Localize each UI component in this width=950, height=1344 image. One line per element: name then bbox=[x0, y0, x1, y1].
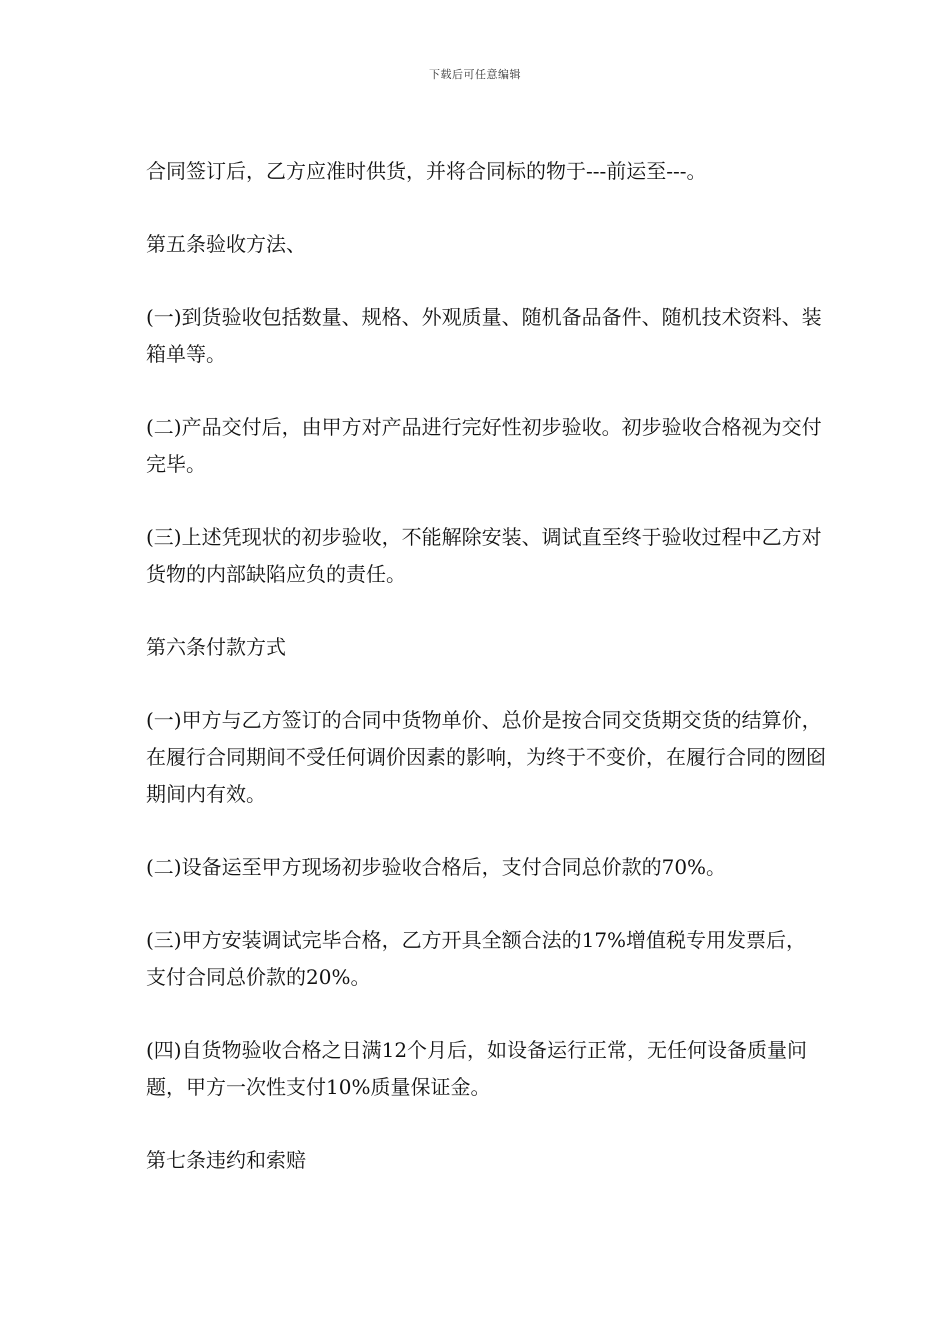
paragraph-payment-3: (三)甲方安装调试完毕合格，乙方开具全额合法的17%增值税专用发票后，支付合同总价款的20%。 bbox=[146, 928, 807, 989]
paragraph-payment-4: (四)自货物验收合格之日满12个月后，如设备运行正常，无任何设备质量问题，甲方一次性支付10%质量保证金。 bbox=[146, 1038, 808, 1099]
paragraph-payment-1: (一)甲方与乙方签订的合同中货物单价、总价是按合同交货期交货的结算价，在履行合同期间不受任何调价因素的影响，为终于不变价，在履行合同的囫囵期间内有效。 bbox=[146, 708, 826, 806]
heading-article-6: 第六条付款方式 bbox=[146, 635, 286, 659]
heading-article-5: 第五条验收方法、 bbox=[146, 232, 306, 256]
paragraph-delivery: 合同签订后，乙方应准时供货，并将合同标的物于---前运至---。 bbox=[146, 159, 707, 183]
paragraph-payment-2: (二)设备运至甲方现场初步验收合格后，支付合同总价款的70%。 bbox=[146, 855, 727, 879]
header-note: 下载后可任意编辑 bbox=[429, 68, 521, 81]
document-body bbox=[146, 153, 826, 1215]
heading-article-7: 第七条违约和索赔 bbox=[146, 1148, 306, 1172]
paragraph-acceptance-2: (二)产品交付后，由甲方对产品进行完好性初步验收。初步验收合格视为交付完毕。 bbox=[146, 415, 822, 476]
paragraph-acceptance-1: (一)到货验收包括数量、规格、外观质量、随机备品备件、随机技术资料、装箱单等。 bbox=[146, 305, 822, 366]
paragraph-acceptance-3: (三)上述凭现状的初步验收，不能解除安装、调试直至终于验收过程中乙方对货物的内部缺陷应负的责任。 bbox=[146, 525, 822, 586]
